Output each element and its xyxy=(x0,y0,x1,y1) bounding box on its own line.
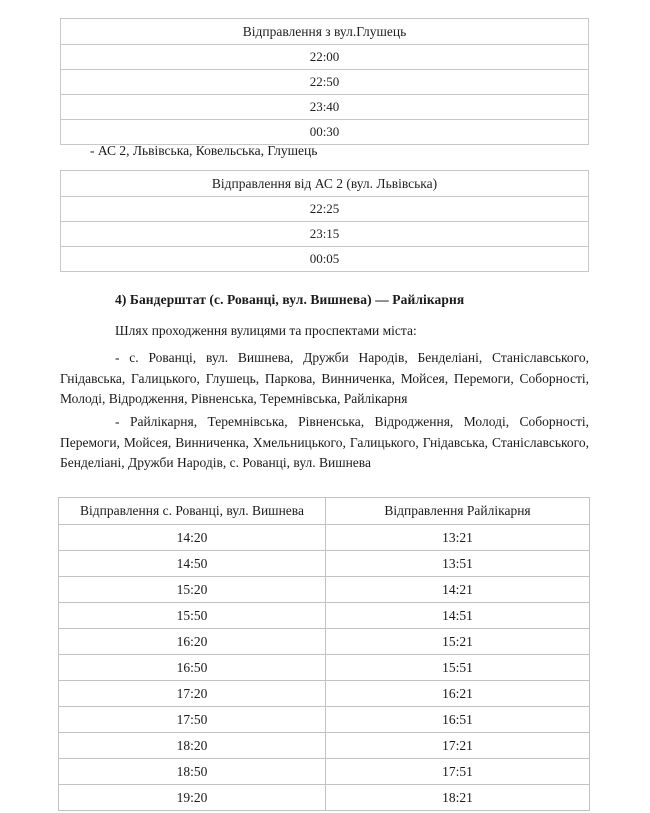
table-row xyxy=(59,707,590,733)
route-streets-forward: - с. Рованці, вул. Вишнева, Дружби Народів, Бенделіані, Станіславського, Гнідавська, Галицького, Глушець, Паркова, Винниченка, Мойсея, Перемоги, Соборності, Молоді, Відродження, Рівненська, Теремнівська, Райлікарня xyxy=(60,350,589,406)
table-row xyxy=(61,45,589,70)
table-row xyxy=(59,577,590,603)
departure-time-cell: 16:21 xyxy=(326,681,590,707)
table-row xyxy=(59,603,590,629)
table-row xyxy=(59,681,590,707)
departures-glushets-body xyxy=(61,19,589,145)
main-timetable-body xyxy=(59,498,590,811)
departure-time-cell: 15:21 xyxy=(326,629,590,655)
departure-time-cell: 18:20 xyxy=(59,733,326,759)
table-row xyxy=(59,785,590,811)
departure-time-cell: 14:20 xyxy=(59,525,326,551)
departure-time-cell: 19:20 xyxy=(59,785,326,811)
table-row xyxy=(59,655,590,681)
table-header-row xyxy=(61,171,589,197)
table-row xyxy=(59,551,590,577)
table-row xyxy=(61,197,589,222)
departure-time-cell: 18:21 xyxy=(326,785,590,811)
main-timetable xyxy=(58,497,590,811)
table-row xyxy=(61,70,589,95)
departure-time-cell: 23:40 xyxy=(61,95,589,120)
column-header-railikarnia: Відправлення Райлікарня xyxy=(326,498,590,525)
departure-time-cell: 14:50 xyxy=(59,551,326,577)
departures-glushets-table xyxy=(60,18,589,145)
departure-time-cell: 14:51 xyxy=(326,603,590,629)
departure-time-cell: 22:25 xyxy=(61,197,589,222)
table-row xyxy=(59,759,590,785)
departure-time-cell: 17:20 xyxy=(59,681,326,707)
section-heading-route-4: 4) Бандерштат (с. Рованці, вул. Вишнева) — Райлікарня xyxy=(115,292,465,307)
departure-time-cell: 13:21 xyxy=(326,525,590,551)
departure-time-cell: 18:50 xyxy=(59,759,326,785)
table-row xyxy=(61,95,589,120)
route-streets-backward: - Райлікарня, Теремнівська, Рівненська, Відродження, Молоді, Соборності, Перемоги, Мойсея, Винниченка, Хмельницького, Галицького, Гнідавська, Станіславського, Бенделіані, Дружби Народів, с. Рованці, вул. Вишнева xyxy=(60,414,589,470)
departure-time-cell: 13:51 xyxy=(326,551,590,577)
departure-time-cell: 23:15 xyxy=(61,222,589,247)
column-header-glushets: Відправлення з вул.Глушець xyxy=(61,19,589,45)
table-row xyxy=(59,629,590,655)
departure-time-cell: 16:50 xyxy=(59,655,326,681)
table-row xyxy=(61,222,589,247)
column-header-rovantsi: Відправлення с. Рованці, вул. Вишнева xyxy=(59,498,326,525)
departure-time-cell: 22:50 xyxy=(61,70,589,95)
departure-time-cell: 15:50 xyxy=(59,603,326,629)
departure-time-cell: 16:20 xyxy=(59,629,326,655)
departure-time-cell: 00:05 xyxy=(61,247,589,272)
table-row xyxy=(59,733,590,759)
departures-as2-table xyxy=(60,170,589,272)
departure-time-cell: 00:30 xyxy=(61,120,589,145)
route-note-as2: - АС 2, Львівська, Ковельська, Глушець xyxy=(90,143,318,158)
departure-time-cell: 22:00 xyxy=(61,45,589,70)
table-header-row xyxy=(61,19,589,45)
departure-time-cell: 15:51 xyxy=(326,655,590,681)
departure-time-cell: 17:51 xyxy=(326,759,590,785)
departures-as2-body xyxy=(61,171,589,272)
route-description-lead: Шлях проходження вулицями та проспектами міста: xyxy=(115,323,417,338)
departure-time-cell: 17:21 xyxy=(326,733,590,759)
column-header-as2: Відправлення від АС 2 (вул. Львівська) xyxy=(61,171,589,197)
departure-time-cell: 16:51 xyxy=(326,707,590,733)
table-row xyxy=(59,525,590,551)
table-header-row xyxy=(59,498,590,525)
departure-time-cell: 15:20 xyxy=(59,577,326,603)
departure-time-cell: 17:50 xyxy=(59,707,326,733)
table-row xyxy=(61,247,589,272)
departure-time-cell: 14:21 xyxy=(326,577,590,603)
table-row xyxy=(61,120,589,145)
